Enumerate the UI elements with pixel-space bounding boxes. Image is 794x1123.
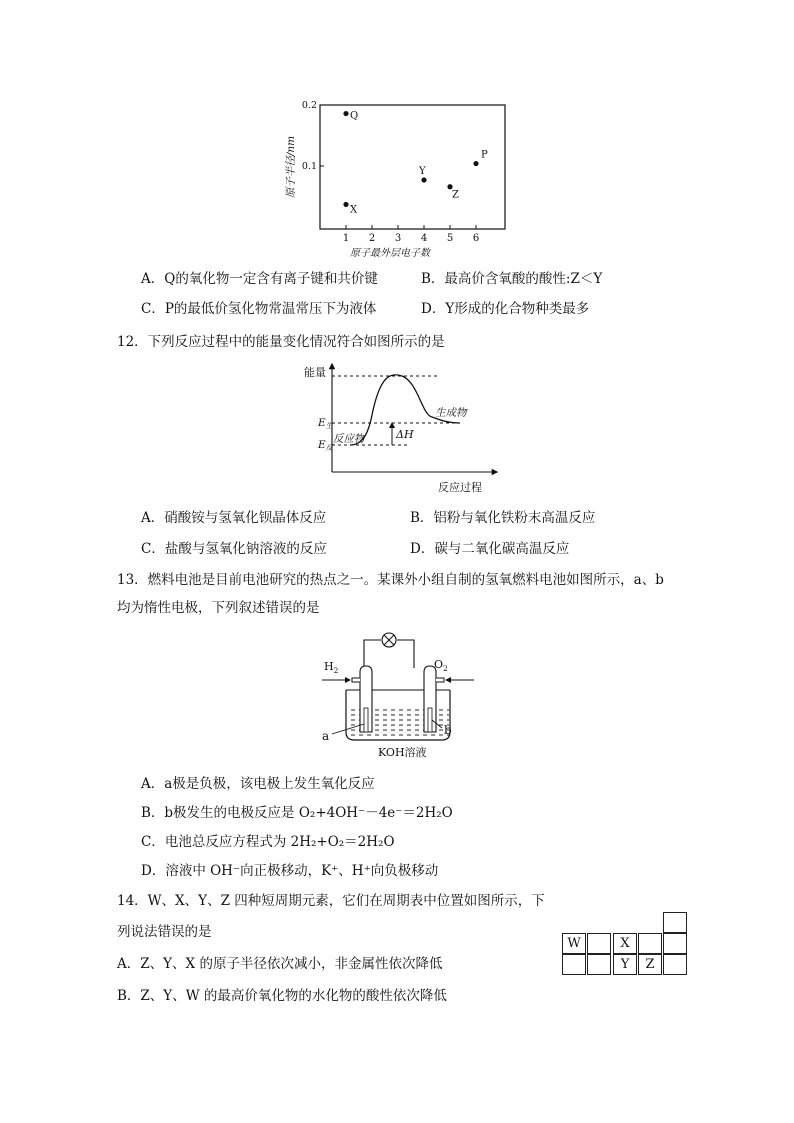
atomic-radius-chart — [280, 95, 520, 265]
y-tick-label: 0.2 — [301, 100, 317, 111]
q11-option-c: C．P的最低价氢化物常温常压下为液体 — [141, 301, 377, 317]
external-wire-right — [397, 640, 414, 668]
table-cell — [562, 954, 586, 975]
e-reactant-label: E反 — [318, 439, 333, 452]
q14-stem-line2: 列说法错误的是 — [117, 924, 212, 940]
q13-option-a: A．a极是负极，该电极上发生氧化反应 — [141, 776, 375, 792]
process-label: 反应过程 — [438, 481, 482, 494]
point-label-p: P — [481, 149, 488, 161]
h2-inlet — [352, 678, 360, 682]
q14-option-b: B．Z、Y、W 的最高价氧化物的水化物的酸性依次降低 — [117, 988, 447, 1004]
data-points — [343, 111, 488, 216]
h2-label: $H_2$ — [324, 660, 339, 675]
x-axis-label: 原子最外层电子数 — [350, 248, 430, 259]
q12-option-d: D．碳与二氧化碳高温反应 — [410, 541, 570, 557]
reactants-label: 反应物 — [333, 433, 365, 445]
table-cell — [663, 933, 687, 954]
point-label-x: X — [350, 204, 358, 216]
q13-option-d: D．溶液中 OH⁻向正极移动，K⁺、H⁺向负极移动 — [141, 863, 439, 879]
table-cell — [587, 933, 611, 954]
o2-inlet — [436, 678, 444, 682]
q13-option-b: B．b极发生的电极反应是 O₂+4OH⁻－4e⁻＝2H₂O — [141, 805, 453, 821]
external-wire — [364, 640, 381, 668]
q14-option-a: A．Z、Y、X 的原子半径依次减小，非金属性依次降低 — [117, 956, 443, 972]
y-axis-label: 原子半径/nm — [285, 135, 297, 199]
q11-option-b: B．最高价含氧酸的酸性:Z＜Y — [421, 271, 603, 287]
o2-label: $O_2$ — [434, 658, 448, 673]
table-cell-y: Y — [613, 954, 637, 975]
point-z — [447, 184, 452, 189]
energy-profile-diagram — [300, 360, 500, 495]
q14-stem-line1: 14．W、X、Y、Z 四种短周期元素，它们在周期表中位置如图所示，下 — [117, 893, 545, 909]
q12-stem: 12．下列反应过程中的能量变化情况符合如图所示的是 — [117, 334, 445, 350]
electrode-b-plate — [428, 708, 432, 732]
point-p — [473, 161, 478, 166]
x-tick-label: 4 — [420, 233, 428, 244]
table-cell-z: Z — [638, 954, 662, 975]
koh-label: KOH溶液 — [378, 746, 427, 759]
y-tick-label: 0.1 — [301, 161, 317, 172]
point-label-y: Y — [419, 166, 426, 178]
point-y — [421, 177, 426, 182]
x-tick-label: 5 — [446, 233, 454, 244]
electrode-a-plate — [364, 708, 368, 732]
x-tick-label: 3 — [394, 233, 402, 244]
x-tick-label: 2 — [368, 233, 376, 244]
q11-option-d: D．Y形成的化合物种类最多 — [421, 301, 590, 317]
q13-stem-line2: 均为惰性电极，下列叙述错误的是 — [117, 600, 320, 616]
q12-option-c: C．盐酸与氢氧化钠溶液的反应 — [141, 541, 327, 557]
table-cell — [587, 954, 611, 975]
e-product-label: E生 — [318, 417, 333, 430]
chart-frame — [320, 105, 505, 229]
axis-ticks — [302, 100, 479, 244]
point-q — [343, 111, 348, 116]
table-cell — [638, 933, 662, 954]
fuel-cell-diagram — [318, 628, 478, 763]
q13-stem-line1: 13．燃料电池是目前电池研究的热点之一。某课外小组自制的氢氧燃料电池如图所示，a、b — [117, 572, 664, 588]
energy-label: 能量 — [304, 366, 326, 379]
electrode-b-label: b — [444, 723, 452, 737]
table-cell-x: X — [613, 933, 637, 954]
table-cell — [663, 912, 687, 933]
delta-h-label: ΔH — [396, 428, 414, 441]
q11-option-a: A．Q的氧化物一定含有离子键和共价键 — [141, 271, 378, 287]
x-tick-label: 1 — [342, 233, 350, 244]
x-tick-label: 6 — [472, 233, 480, 244]
point-label-q: Q — [350, 110, 359, 122]
q13-option-c: C．电池总反应方程式为 2H₂+O₂＝2H₂O — [141, 834, 395, 850]
point-label-z: Z — [452, 189, 459, 201]
electrode-a-label: a — [322, 729, 330, 743]
table-cell — [663, 954, 687, 975]
point-x — [343, 202, 348, 207]
q12-option-b: B．铝粉与氧化铁粉末高温反应 — [410, 510, 596, 526]
table-cell-w: W — [562, 933, 586, 954]
products-label: 生成物 — [435, 407, 467, 419]
q12-option-a: A．硝酸铵与氢氧化钡晶体反应 — [141, 510, 327, 526]
